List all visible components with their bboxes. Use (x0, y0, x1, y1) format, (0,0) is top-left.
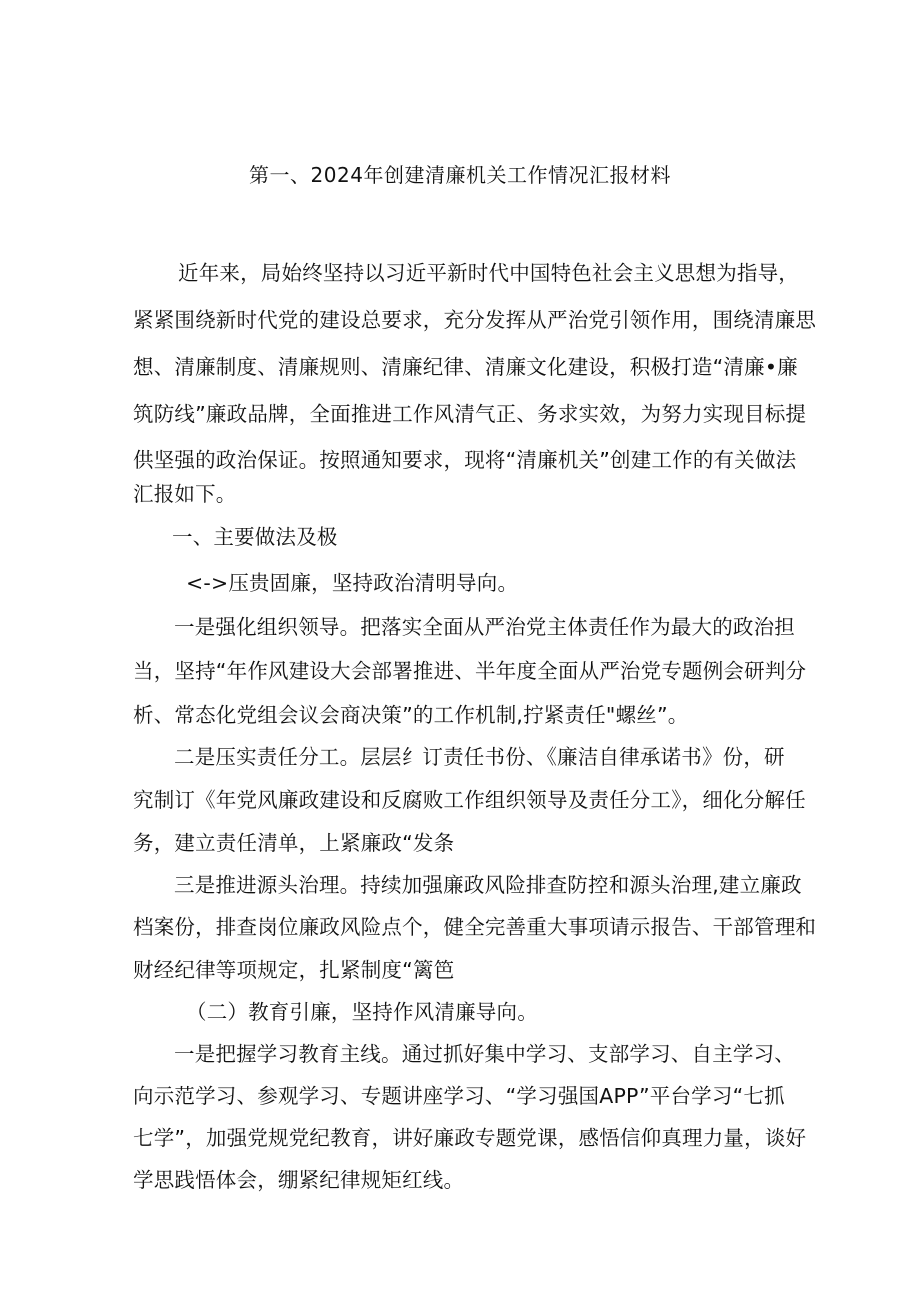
paragraph-line: 财经纪律等项规定，扎紧制度“篱笆 (133, 958, 455, 982)
paragraph-line: 筑防线”廉政品牌，全面推进工作风清气正、务求实效，为努力实现目标提 (133, 402, 807, 426)
paragraph-line: 当，坚持“年作风建设大会部署推进、半年度全面从严治党专题例会研判分 (133, 659, 807, 683)
paragraph-line: 学思践悟体会，绷紧纪律规矩红线。 (133, 1168, 465, 1192)
paragraph-line: 一是把握学习教育主线。通过抓好集中学习、支部学习、自主学习、 (174, 1042, 795, 1066)
section-heading: 一、主要做法及极 (172, 525, 338, 549)
paragraph-line: 三是推进源头治理。持续加强廉政风险排查防控和源头治理,建立廉政 (174, 873, 802, 897)
paragraph-line: 析、常态化党组会议会商决策”的工作机制,拧紧责任"螺丝”。 (133, 703, 689, 727)
paragraph-line: 档案份，排查岗位廉政风险点个，健全完善重大事项请示报告、干部管理和 (133, 915, 817, 939)
paragraph-line: 二是压实责任分工。层层纟订责任书份、《廉洁自律承诺书》份，研 (174, 745, 785, 769)
paragraph-line: 七学”，加强党规党纪教育，讲好廉政专题党课，感悟信仰真理力量，谈好 (133, 1126, 807, 1150)
paragraph-line: 供坚强的政治保证。按照通知要求，现将“清廉机关”创建工作的有关做法 (133, 448, 797, 472)
subsection-heading: <->压贵固廉，坚持政治清明导向。 (186, 571, 519, 595)
paragraph-line: 务，建立责任清单，上紧廉政“发条 (133, 831, 455, 855)
paragraph-line: 紧紧围绕新时代党的建设总要求，充分发挥从严治党引领作用，围绕清廉思 (133, 308, 817, 332)
paragraph-line: 究制订《年党风廉政建设和反腐败工作组织领导及责任分工》，细化分解任 (133, 788, 806, 812)
paragraph-line: 汇报如下。 (133, 482, 237, 506)
document-title: 第一、2024年创建清廉机关工作情况汇报材料 (249, 163, 671, 187)
paragraph-line: 近年来，局始终坚持以习近平新时代中国特色社会主义思想为指导， (178, 261, 799, 285)
paragraph-line: 想、清廉制度、清廉规则、清廉纪律、清廉文化建设，积极打造“清廉•廉 (133, 355, 798, 379)
paragraph-line: 一是强化组织领导。把落实全面从严治党主体责任作为最大的政治担 (174, 615, 795, 639)
subsection-heading: （二）教育引廉，坚持作风清廉导向。 (186, 1000, 538, 1024)
paragraph-line: 向示范学习、参观学习、专题讲座学习、“学习强国APP”平台学习“七抓 (133, 1084, 785, 1108)
